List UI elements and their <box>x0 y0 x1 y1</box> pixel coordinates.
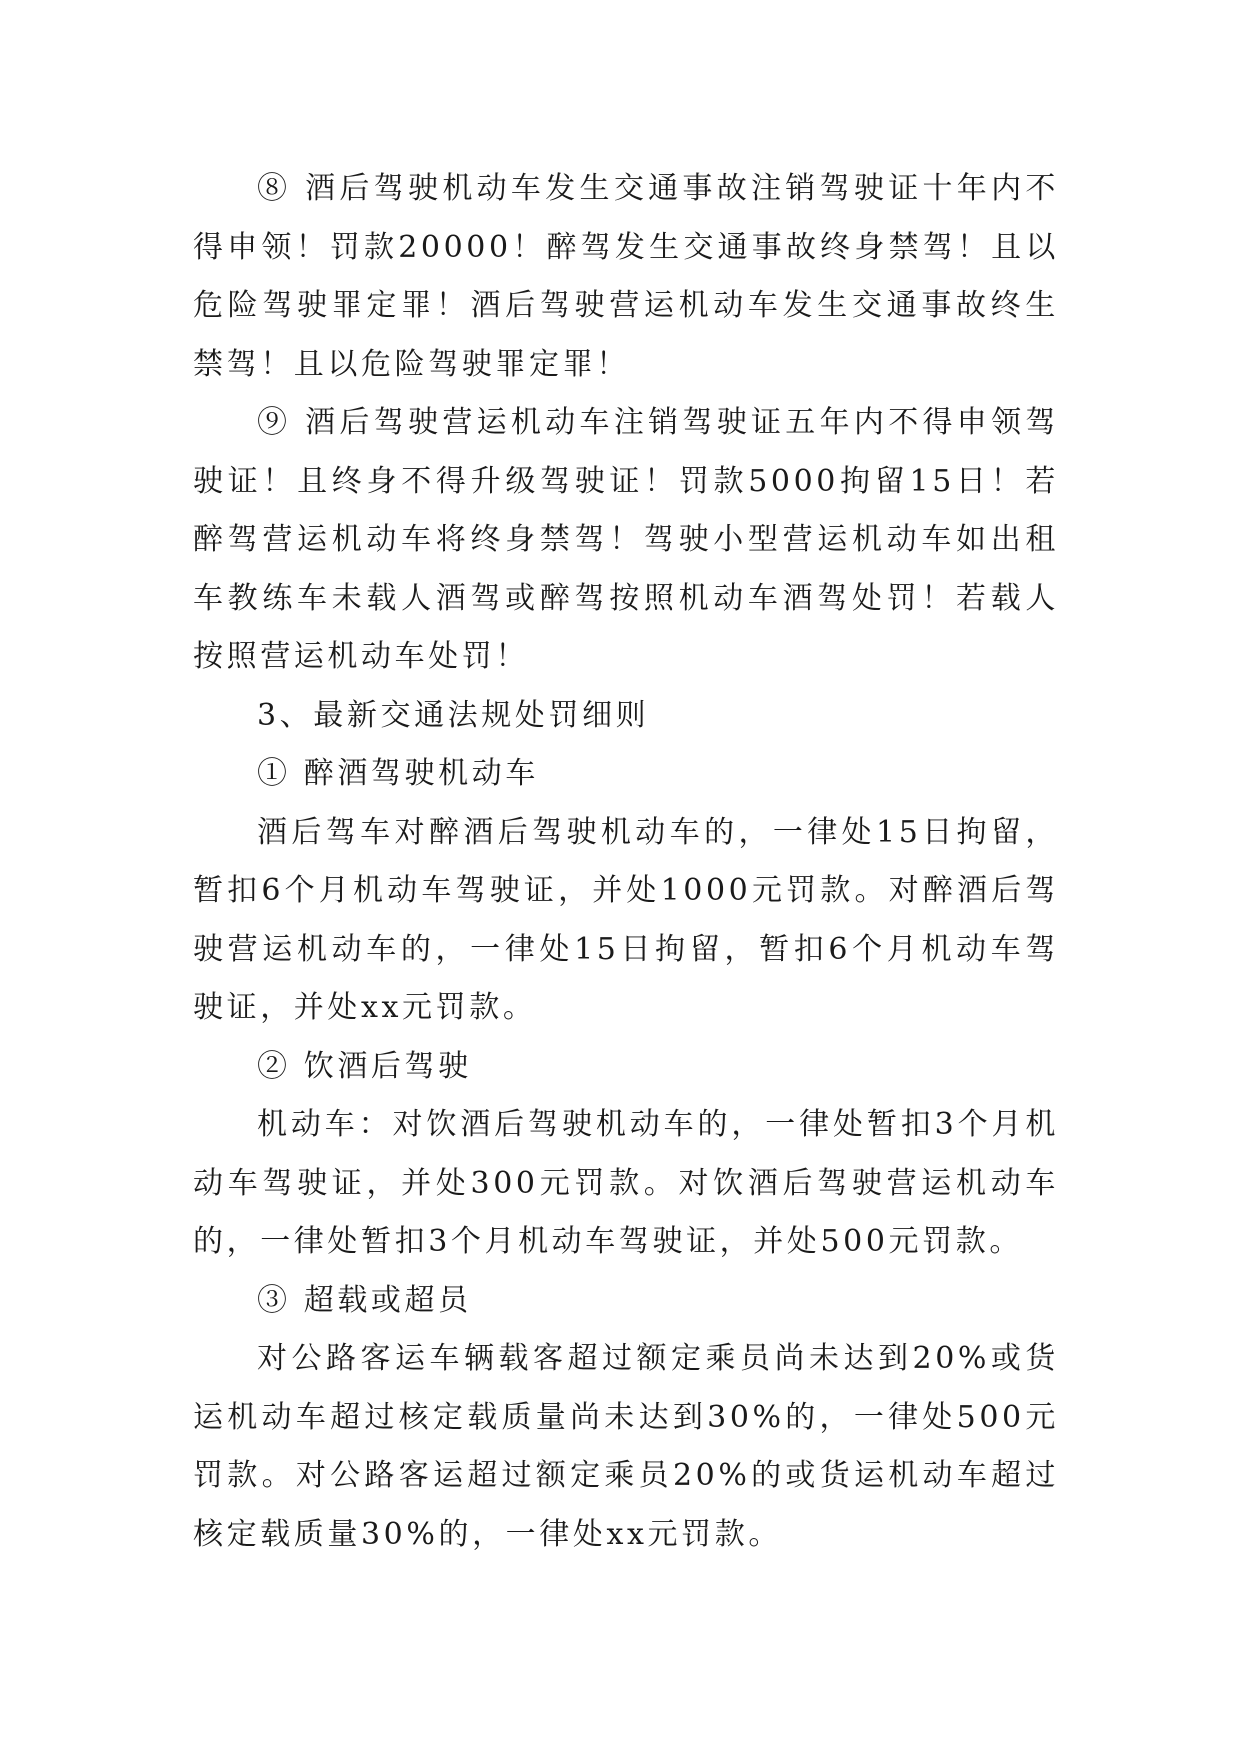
subheading-overload: ③ 超载或超员 <box>257 1282 472 1318</box>
paragraph-drunk-driving: 酒后驾车对醉酒后驾驶机动车的，一律处15日拘留，暂扣6个月机动车驾驶证，并处1000元罚款。对醉酒后驾驶营运机动车的，一律处15日拘留，暂扣6个月机动车驾驶证，并处xx元罚款。 <box>193 814 1059 1025</box>
document-page <box>193 160 1059 1564</box>
paragraph-drink-driving: 机动车：对饮酒后驾驶机动车的，一律处暂扣3个月机动车驾驶证，并处300元罚款。对饮酒后驾驶营运机动车的，一律处暂扣3个月机动车驾驶证，并处500元罚款。 <box>193 1107 1059 1259</box>
paragraph-item-9: ⑨ 酒后驾驶营运机动车注销驾驶证五年内不得申领驾驶证！且终身不得升级驾驶证！罚款5000拘留15日！若醉驾营运机动车将终身禁驾！驾驶小型营运机动车如出租车教练车未载人酒驾或醉驾按照机动车酒驾处罚！若载人按照营运机动车处罚！ <box>193 405 1059 674</box>
subheading-drunk-driving: ① 醉酒驾驶机动车 <box>257 756 539 791</box>
paragraph-overload: 对公路客运车辆载客超过额定乘员尚未达到20%或货运机动车超过核定载质量尚未达到30%的，一律处500元罚款。对公路客运超过额定乘员20%的或货运机动车超过核定载质量30%的，一律处xx元罚款。 <box>193 1341 1059 1552</box>
subheading-drink-driving: ② 饮酒后驾驶 <box>257 1048 472 1084</box>
section-heading: 3、最新交通法规处罚细则 <box>257 697 650 733</box>
paragraph-item-8: ⑧ 酒后驾驶机动车发生交通事故注销驾驶证十年内不得申领！罚款20000！醉驾发生交通事故终身禁驾！且以危险驾驶罪定罪！酒后驾驶营运机动车发生交通事故终生禁驾！且以危险驾驶罪定罪！ <box>193 171 1059 382</box>
